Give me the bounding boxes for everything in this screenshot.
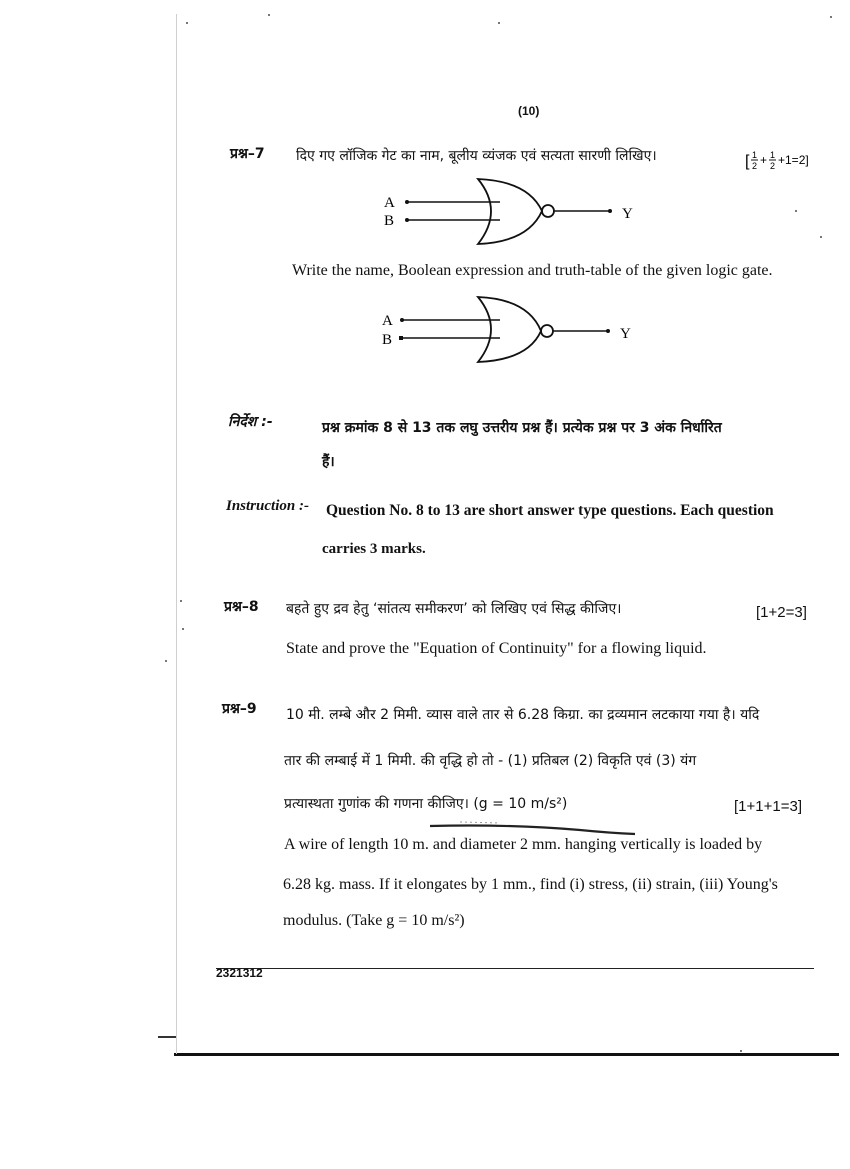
scan-speck xyxy=(820,236,822,238)
q8-marks: [1+2=3] xyxy=(756,604,807,621)
svg-text:2: 2 xyxy=(770,161,776,171)
q7-marks-fraction xyxy=(745,148,825,174)
gate1-input-a: A xyxy=(384,195,395,211)
scan-speck xyxy=(498,22,500,24)
instruction-line-1: Question No. 8 to 13 are short answer type questions. Each question xyxy=(326,502,774,519)
nor-gate-diagram-1 xyxy=(380,176,650,246)
scan-speck xyxy=(268,14,270,16)
q8-label: प्रश्न–8 xyxy=(224,599,259,615)
scan-speck xyxy=(740,1050,742,1052)
q7-english-text: Write the name, Boolean expression and truth-table of the given logic gate. xyxy=(292,262,773,279)
scan-left-edge xyxy=(176,14,177,1054)
scan-bottom-edge xyxy=(174,1053,839,1056)
scan-speck xyxy=(165,660,167,662)
direction-line-1: प्रश्न क्रमांक 8 से 13 तक लघु उत्तरीय प्रश्न हैं। प्रत्येक प्रश्न पर 3 अंक निर्धारित xyxy=(322,420,722,436)
q7-marks xyxy=(745,148,825,178)
q9-label: प्रश्न–9 xyxy=(222,701,257,717)
scan-speck xyxy=(180,600,182,602)
instruction-line-2: carries 3 marks. xyxy=(322,541,426,557)
direction-label: निर्देश :- xyxy=(228,414,273,430)
nor-gate-diagram-2 xyxy=(378,294,648,364)
scan-speck xyxy=(186,22,188,24)
q9-english-line-2: 6.28 kg. mass. If it elongates by 1 mm., find (i) stress, (ii) strain, (iii) Young's xyxy=(283,876,778,893)
q9-marks: [1+1+1=3] xyxy=(734,798,802,815)
scan-speck xyxy=(830,16,832,18)
q7-label: प्रश्न–7 xyxy=(230,146,265,162)
q7-hindi-text: दिए गए लॉजिक गेट का नाम, बूलीय व्यंजक एवं सत्यता सारणी लिखिए। xyxy=(296,148,657,164)
q9-hindi-line-2: तार की लम्बाई में 1 मिमी. की वृद्धि हो तो - (1) प्रतिबल (2) विकृति एवं (3) यंग xyxy=(284,753,697,769)
footer-code: 2321312 xyxy=(216,966,263,980)
scan-speck xyxy=(795,210,797,212)
gate2-output-y: Y xyxy=(620,326,631,342)
scan-edge-mark xyxy=(158,1036,176,1038)
gate1-output-y: Y xyxy=(622,206,633,222)
q9-hindi-line-1: 10 मी. लम्बे और 2 मिमी. व्यास वाले तार से 6.28 किग्रा. का द्रव्यमान लटकाया गया है। यदि xyxy=(286,707,760,723)
svg-text:1: 1 xyxy=(752,150,758,160)
q9-hindi-line-3: प्रत्यास्थता गुणांक की गणना कीजिए। (g = 10 m/s²) xyxy=(284,796,568,812)
page-number: (10) xyxy=(518,104,540,118)
svg-text:1: 1 xyxy=(770,150,776,160)
svg-text:+: + xyxy=(760,153,768,167)
gate1-input-b: B xyxy=(384,213,395,229)
q8-english-text: State and prove the "Equation of Continuity" for a flowing liquid. xyxy=(286,640,707,657)
scan-speck xyxy=(182,628,184,630)
svg-text:2: 2 xyxy=(752,161,758,171)
scan-smudge xyxy=(430,820,650,840)
q9-english-line-1: A wire of length 10 m. and diameter 2 mm. hanging vertically is loaded by xyxy=(284,836,763,853)
svg-text:[: [ xyxy=(745,153,750,170)
footer-rule xyxy=(216,968,814,969)
q9-english-line-3: modulus. (Take g = 10 m/s²) xyxy=(283,912,465,929)
gate2-input-b: B xyxy=(382,332,393,348)
svg-text:+1=2]: +1=2] xyxy=(778,153,809,167)
q8-hindi-text: बहते हुए द्रव हेतु ‘सांतत्य समीकरण’ को लिखिए एवं सिद्ध कीजिए। xyxy=(286,601,622,617)
direction-line-2: हैं। xyxy=(322,454,335,470)
gate2-input-a: A xyxy=(382,313,393,329)
instruction-label: Instruction :- xyxy=(226,498,309,514)
